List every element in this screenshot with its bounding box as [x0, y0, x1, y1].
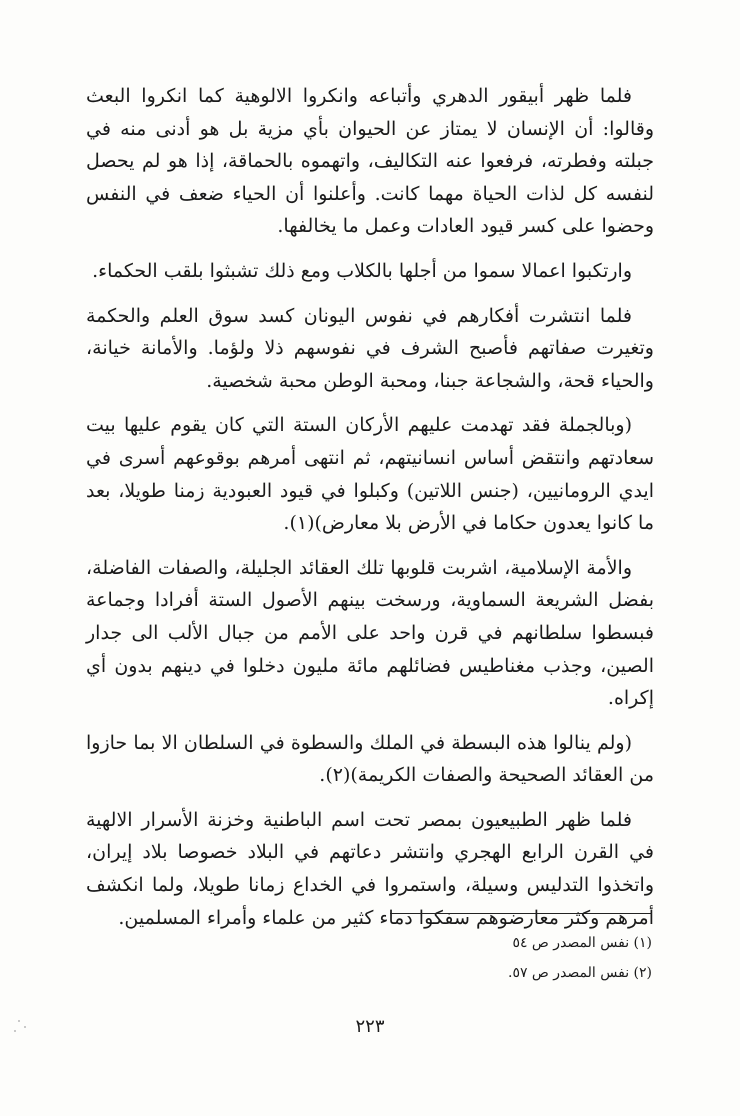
scan-speck	[24, 1026, 26, 1028]
paragraph-epicurus: فلما ظهر أبيقور الدهري وأتباعه وانكروا الالوهية كما انكروا البعث وقالوا: أن الإنسان لا يمتاز عن الحيوان بأي مزية بل هو أدنى منه في جبلته وفطرته، فرفعوا عنه التكاليف، واتهموه بالحماقة، إذا هو لم يحصل لنفسه كل لذات الحياة مهما كانت. وأعلنوا أن الحياء ضعف في النفس وحضوا على كسر قيود العادات وعمل ما يخالفها.	[86, 85, 654, 238]
main-text	[86, 80, 654, 944]
page-number: ٢٢٣	[355, 1016, 385, 1037]
paragraph-quote: (ولم ينالوا هذه البسطة في الملك والسطوة في السلطان الا بما حازوا من العقائد الصحيحة والصفات الكريمة)(٢).	[86, 731, 654, 787]
paragraph-greeks: فلما انتشرت أفكارهم في نفوس اليونان كسد سوق العلم والحكمة وتغيرت صفاتهم فأصبح الشرف في نفوسهم ذلا ولؤما. والأمانة خيانة، والحياء قحة، والشجاعة جبنا، ومحبة الوطن محبة شخصية.	[86, 304, 654, 392]
scan-speck	[18, 1020, 20, 1022]
footnotes	[380, 928, 652, 988]
paragraph-romans: (وبالجملة فقد تهدمت عليهم الأركان الستة التي كان يقوم عليها بيت سعادتهم وانتقض أساس انسانيتهم، ثم انتهى أمرهم بوقوعهم أسرى في ايدي الرومانيين، (جنس اللاتين) وكبلوا في قيود العبودية زمنا طويلا، بعد ما كانوا يعدون حكاما في الأرض بلا معارض)(١).	[86, 414, 654, 535]
paragraph-islamic-nation: والأمة الإسلامية، اشربت قلوبها تلك العقائد الجليلة، والصفات الفاضلة، بفضل الشريعة السماوية، ورسخت بينهم الأصول الستة أفرادا وجماعة فبسطوا سلطانهم في قرن واحد على الأمم من جبال الألب الى جدار الصين، وجذب مغناطيس فضائلهم مائة مليون دخلوا في دينهم بدون أي إكراه.	[86, 556, 654, 710]
footnote-divider	[390, 913, 652, 914]
paragraph-batiniyya: فلما ظهر الطبيعيون بمصر تحت اسم الباطنية وخزنة الأسرار الالهية في القرن الرابع الهجري وانتشر دعاتهم في البلاد خصوصا بلاد إيران، واتخذوا التدليس وسيلة، واستمروا في الخداع زمانا طويلا، ولما انكشف أمرهم وكثر معارضوهم سفكوا دماء كثير من علماء وأمراء المسلمين.	[86, 808, 654, 929]
footnote-1: (١) نفس المصدر ص ٥٤	[512, 935, 652, 951]
paragraph-dogs: وارتكبوا اعمالا سموا من أجلها بالكلاب ومع ذلك تشبثوا بلقب الحكماء.	[92, 259, 632, 282]
scan-speck	[14, 1030, 16, 1032]
footnote-2: (٢) نفس المصدر ص ٥٧.	[507, 965, 652, 981]
